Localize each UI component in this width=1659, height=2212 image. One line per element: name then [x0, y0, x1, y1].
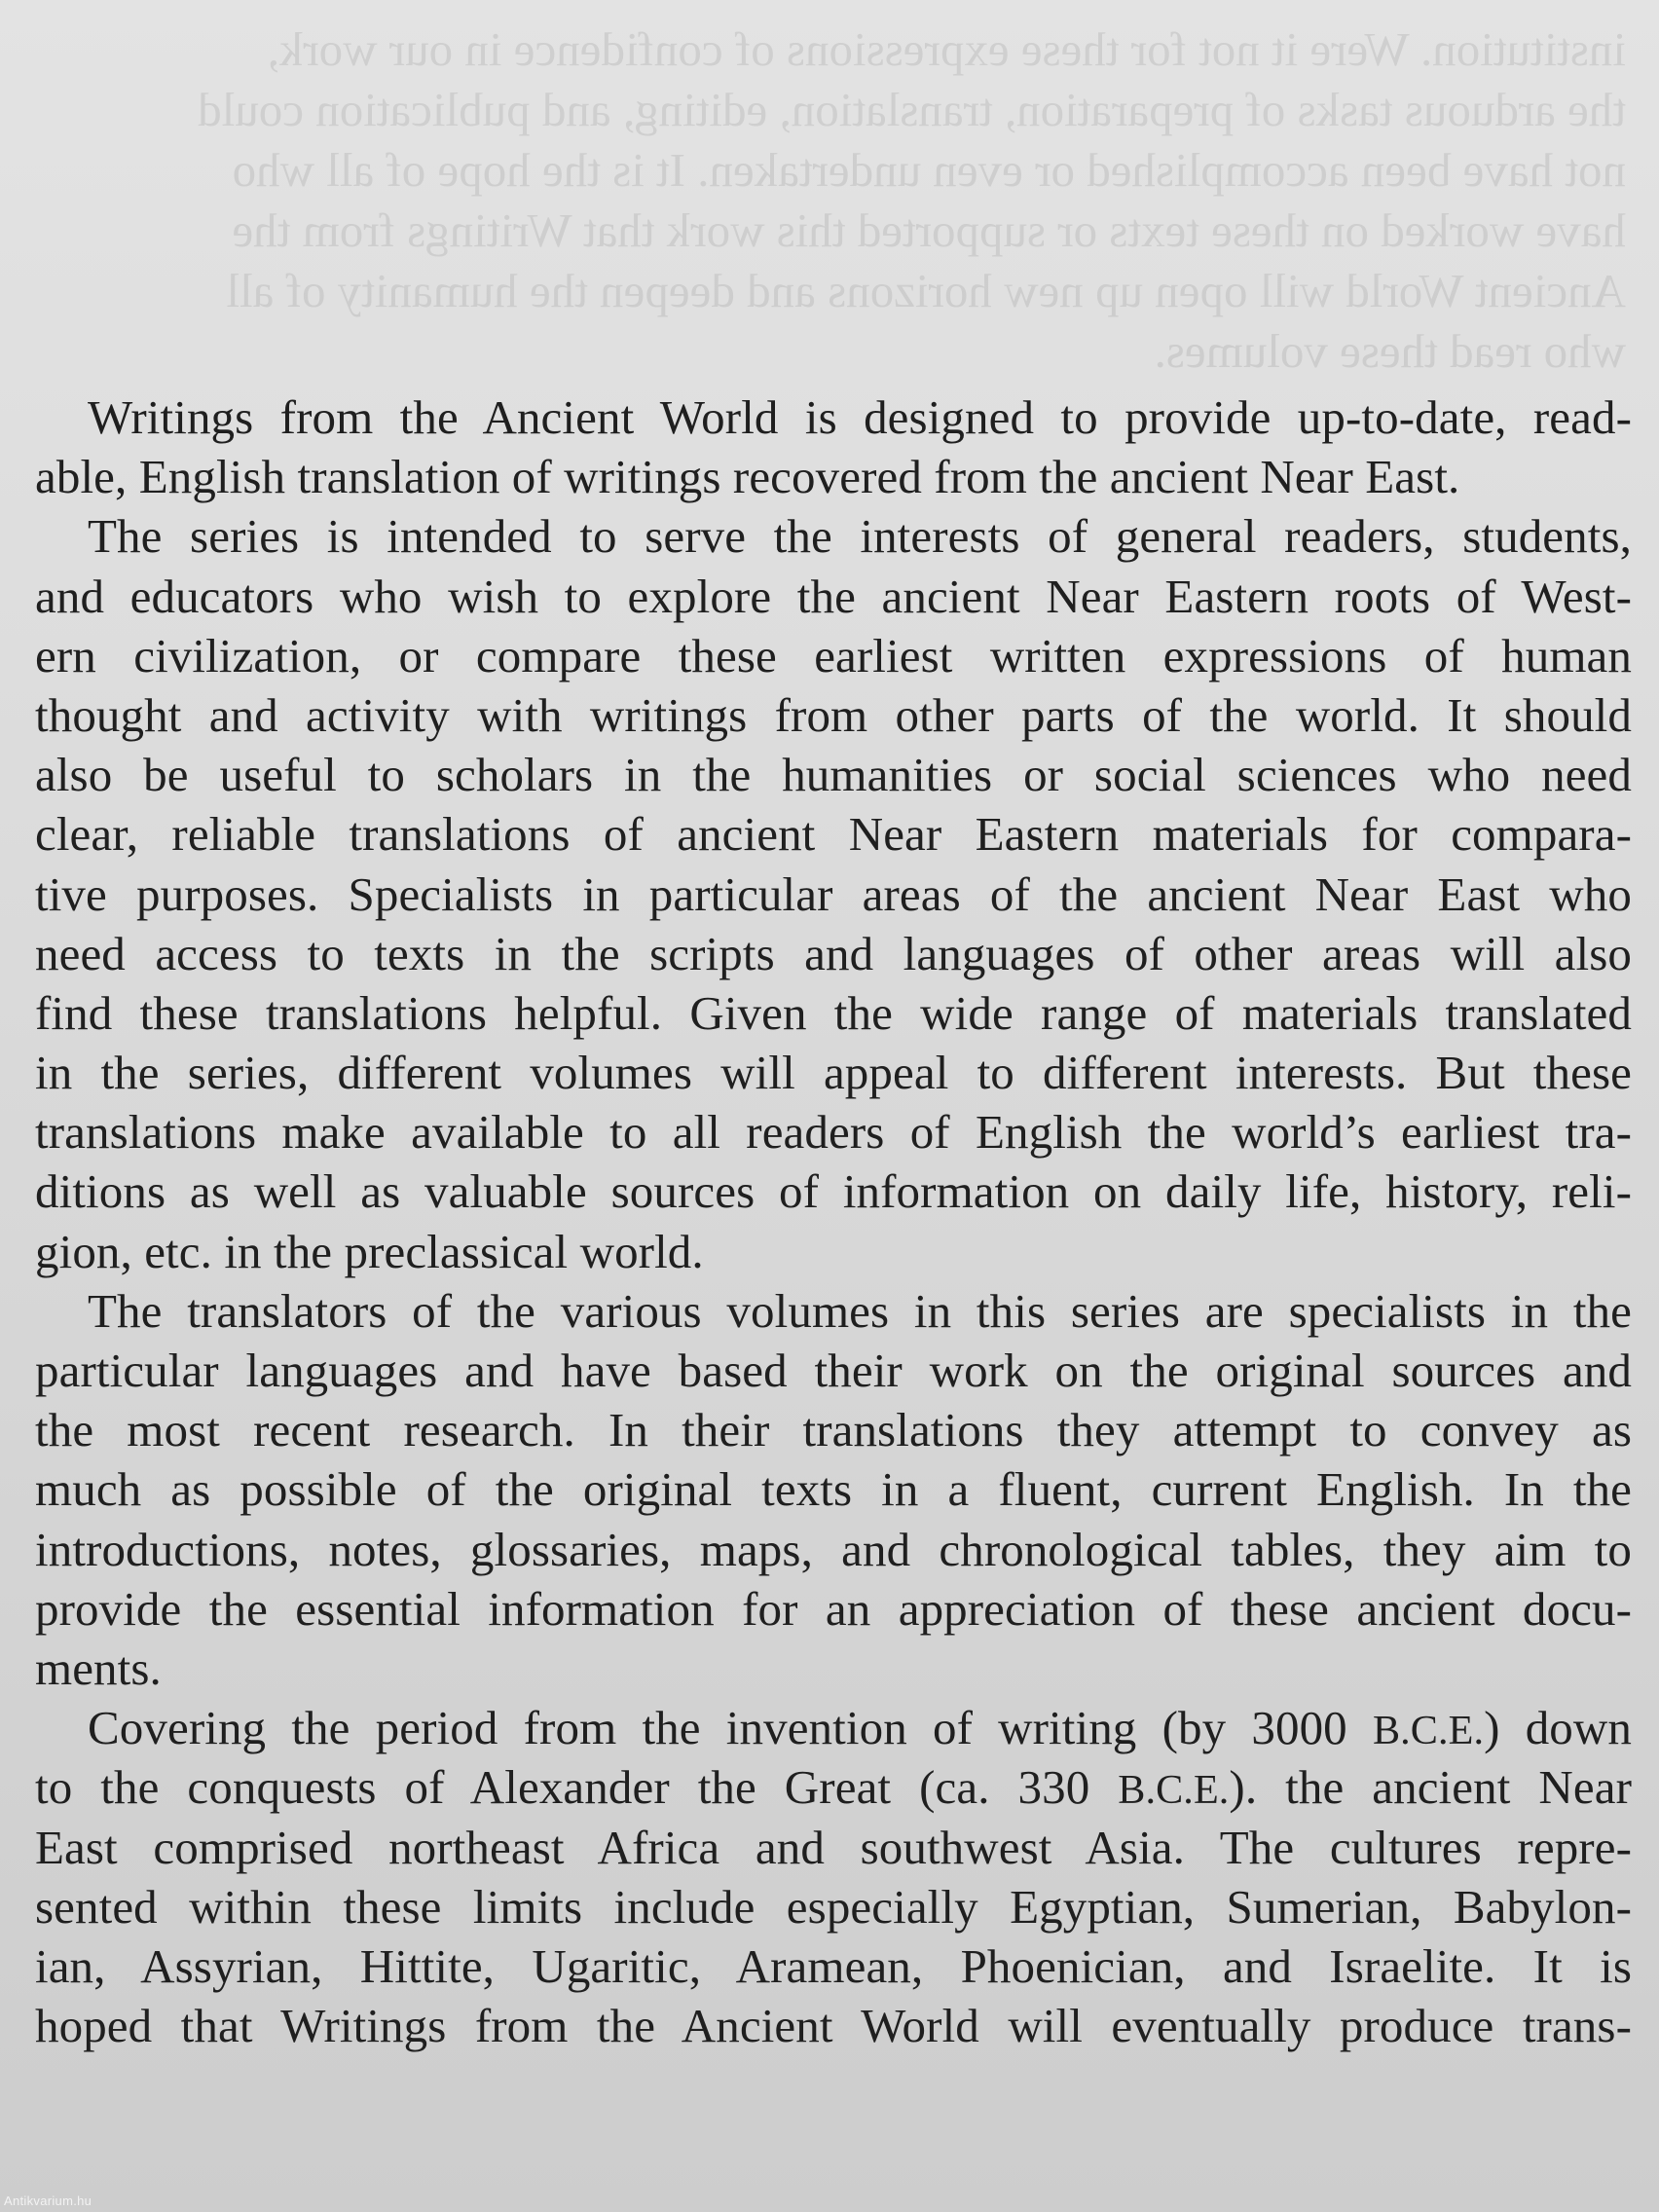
- text-line: tive purposes. Specialists in particular areas of the ancient Near East who: [35, 866, 1632, 921]
- paragraph-translators: [35, 1281, 1632, 1698]
- text-line: East comprised northeast Africa and southwest Asia. The cultures repre-: [35, 1820, 1632, 1874]
- text-line-with-era: [35, 1757, 1632, 1817]
- body-text: [35, 387, 1632, 2055]
- text-segment: ). the ancient Near: [1229, 1760, 1632, 1815]
- text-line: need access to texts in the scripts and languages of other areas will also: [35, 926, 1632, 980]
- bleed-through-text: [39, 19, 1626, 370]
- watermark: Antikvarium.hu: [4, 2194, 92, 2208]
- paragraph-audience: [35, 506, 1632, 1280]
- text-line: particular languages and have based their work on the original sources and: [35, 1344, 1632, 1397]
- text-line: sented within these limits include especially Egyptian, Sumerian, Babylon-: [35, 1879, 1632, 1934]
- text-line: gion, etc. in the preclassical world.: [35, 1224, 704, 1278]
- paragraph-coverage: [35, 1698, 1632, 2055]
- text-line: Writings from the Ancient World is designed to provide up-to-date, read-: [88, 390, 1632, 444]
- text-line: clear, reliable translations of ancient Near Eastern materials for compara-: [35, 807, 1632, 862]
- text-line: thought and activity with writings from other parts of the world. It should: [35, 687, 1632, 742]
- text-line: hoped that Writings from the Ancient World will eventually produce trans-: [35, 1999, 1632, 2053]
- bleed-line: Ancient World will open up new horizons and deepen the humanity of all: [226, 264, 1626, 317]
- text-line: also be useful to scholars in the humanities or social sciences who need: [35, 748, 1632, 802]
- text-line: provide the essential information for an appreciation of these ancient docu-: [35, 1581, 1632, 1636]
- text-line: much as possible of the original texts in a fluent, current English. In the: [35, 1462, 1632, 1517]
- text-segment: Covering the period from the invention of writing (by 3000: [88, 1701, 1347, 1755]
- era-label: B.C.E.: [1372, 1708, 1485, 1754]
- text-line: able, English translation of writings recovered from the ancient Near East.: [35, 450, 1460, 504]
- text-line: The translators of the various volumes in this series are specialists in the: [88, 1283, 1632, 1338]
- text-line: The series is intended to serve the interests of general readers, students,: [88, 509, 1632, 564]
- paragraph-series-purpose: [35, 387, 1632, 506]
- bleed-line: institution. Were it not for these expressions of confidence in our work,: [267, 22, 1626, 76]
- text-segment: down: [1525, 1701, 1632, 1755]
- text-line: find these translations helpful. Given the wide range of materials translated: [35, 985, 1632, 1040]
- text-line: ditions as well as valuable sources of information on daily life, history, reli-: [35, 1164, 1632, 1219]
- text-line-with-era: Covering the period from the invention of writing (by 3000 B.C.E.) down: [88, 1701, 1632, 1755]
- text-segment: to the conquests of Alexander the Great (ca. 330: [35, 1760, 1090, 1815]
- text-line: in the series, different volumes will appeal to different interests. But these: [35, 1046, 1632, 1100]
- text-line: ern civilization, or compare these earliest written expressions of human: [35, 628, 1632, 682]
- bleed-line: have worked on these texts or supported this work that Writings from the: [232, 203, 1626, 257]
- text-line: ian, Assyrian, Hittite, Ugaritic, Aramean, Phoenician, and Israelite. It is: [35, 1938, 1632, 1993]
- text-line: introductions, notes, glossaries, maps, and chronological tables, they aim to: [35, 1522, 1632, 1576]
- bleed-line: who read these volumes.: [1154, 324, 1626, 370]
- bleed-line: not have been accomplished or even undertaken. It is the hope of all who: [232, 143, 1626, 197]
- text-line: and educators who wish to explore the ancient Near Eastern roots of West-: [35, 569, 1632, 623]
- bleed-line: the arduous tasks of preparation, translation, editing, and publication could: [198, 83, 1626, 136]
- era-label: B.C.E.: [1118, 1767, 1230, 1814]
- text-line: the most recent research. In their translations they attempt to convey as: [35, 1403, 1632, 1457]
- text-line: ments.: [35, 1641, 162, 1695]
- text-line: translations make available to all readers of English the world’s earliest tra-: [35, 1105, 1632, 1160]
